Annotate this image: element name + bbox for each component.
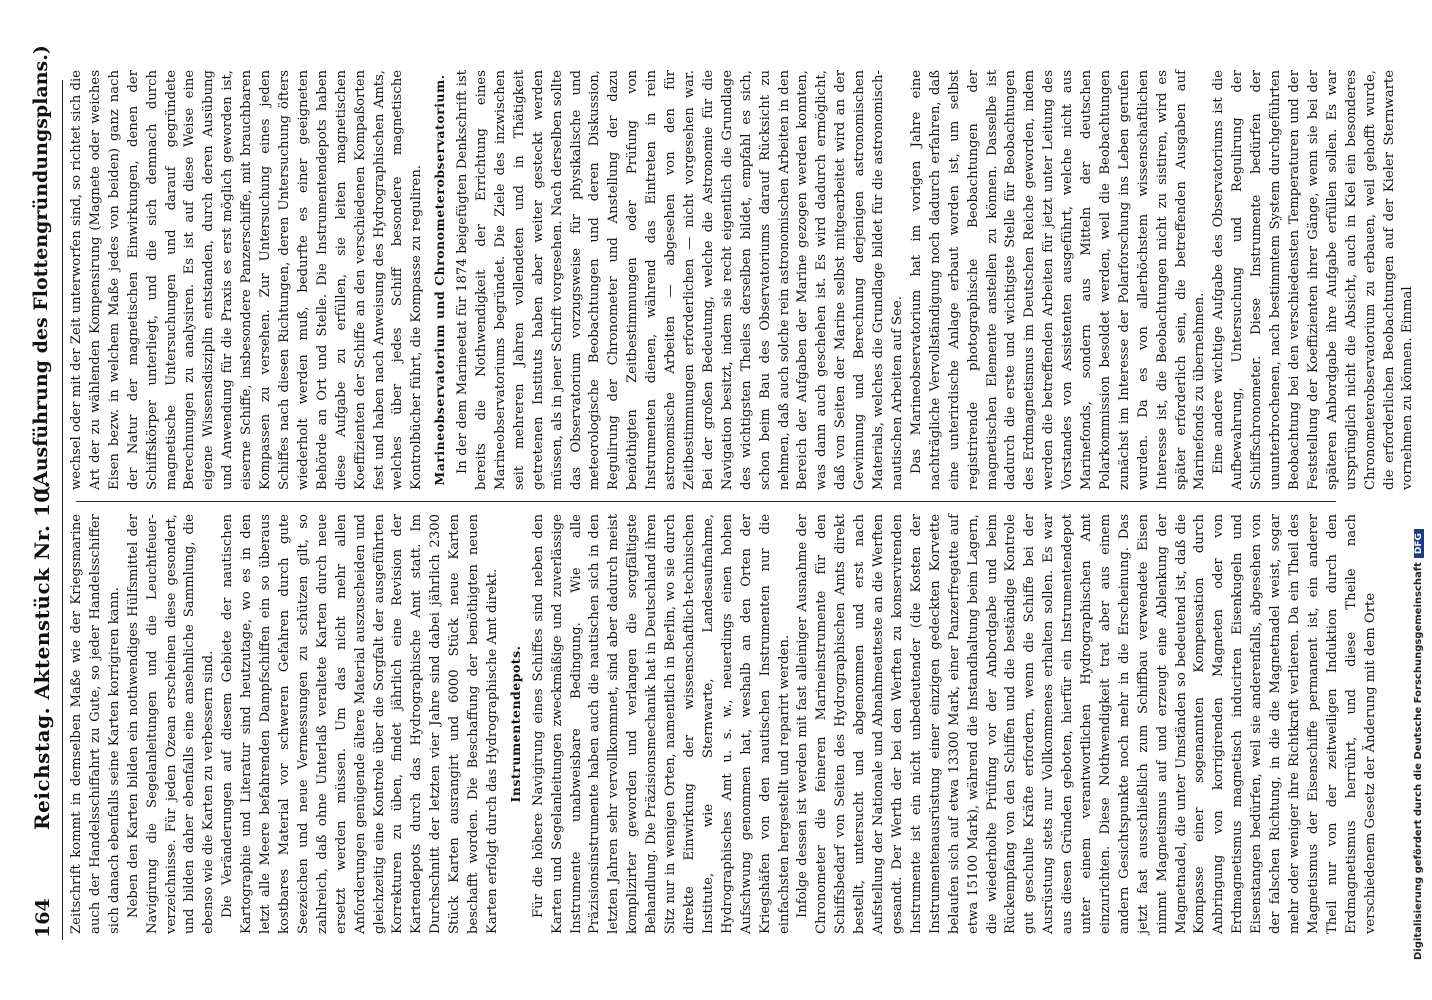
- left-column: [68, 514, 1381, 934]
- header-rule: [62, 80, 63, 940]
- paragraph: Das Marineobservatorium hat im vorigen Jahre eine nachträgliche Vervollständigung noch dadurch erfahren, daß eine unterirdische Anlage erbaut worden ist, um selbst registrirende photographische Beobachtungen der magnetischen Elemente anstellen zu können. Dasselbe ist dadurch die erste und wichtigste Stelle für Beobachtungen des Erdmagnetismus im Deutschen Reiche geworden, indem werden die betreffenden Arbeiten für jetzt unter Leitung des Vorstandes von Assistenten ausgeführt, welche nicht aus Marinefonds, sondern aus Mitteln der deutschen Polarkommission besoldet werden, weil die Beobachtungen zunächst im Interesse der Polarforschung ins Leben gerufen wurden. Da es von allerhöchstem wissenschaftlichen Interesse ist, die Beobachtungen nicht zu sistiren, wird es später erforderlich sein, die betreffenden Ausgaben auf Marinefonds zu übernehmen.: [908, 70, 1208, 490]
- paragraph: Die Veränderungen auf diesem Gebiete der nautischen Kartographie und Literatur sind heutzutage, wo es in den letzt alle Meere befahrenden Dampfschiffen ein so überaus kostbares Material vor schweren Gefahren durch gute Seezeichen und neue Vermessungen zu schützen gilt, so zahlreich, daß ohne Unterlaß veraltete Karten durch neue ersetzt werden müssen. Um das nicht mehr allen Anforderungen genügende ältere Material auszuscheiden und gleichzeitig eine Kontrole über die Sorgfalt der ausgeführten Korrekturen zu üben, findet jährlich eine Revision der Kartendepots durch das Hydrographische Amt statt. Im Durchschnitt der letzten vier Jahre sind dabei jährlich 2300 Stück Karten ausrangirt und 6000 Stück neue Karten beschafft worden. Die Beschaffung der benöthigten neuen Karten erfolgt durch das Hydrographische Amt direkt.: [220, 514, 500, 934]
- paragraph: Für die höhere Navigirung eines Schiffes sind neben den Karten und Segelanleitungen zweckmäßige und zuverlässige Instrumente unabweisbare Bedingung. Wie alle Präzisionsinstrumente haben auch die nautischen sich in den letzten Jahren sehr vervollkommnet, sind aber dadurch meist komplizirter geworden und verlangen die sorgfältigste Behandlung. Die Präzisionsmechanik hat in Deutschland ihren Sitz nur in wenigen Orten, namentlich in Berlin, wo sie durch direkte Einwirkung der wissenschaftlich-technischen Institute, wie Sternwarte, Landesaufnahme, Hydrographisches Amt u. s. w., neuerdings einen hohen Aufschwung genommen hat, weshalb an den Orten der Kriegshäfen von den nautischen Instrumenten nur die einfachsten hergestellt und reparirt werden.: [530, 514, 792, 934]
- paragraph: wechsel oder mit der Zeit unterworfen sind, so richtet sich die Art der zu wählenden Kompensirung (Magnete oder weiches Eisen bezw. in welchem Maße jedes von beiden) ganz nach der Natur der magnetischen Einwirkungen, denen der Schiffskörper unterliegt, und die sich demnach durch magnetische Untersuchungen und darauf gegründete Berechnungen zu analysiren. Es ist auf diese Weise eine eigene Wissensdisziplin entstanden, durch deren Ausübung und Anwendung für die Praxis es erst möglich geworden ist, eiserne Schiffe, insbesondere Panzerschiffe, mit brauchbaren Kompassen zu versehen. Zur Untersuchung eines jeden Schiffes nach diesen Richtungen, deren Untersuchung öfters wiederholt werden muß, bedurfte es einer geeigneten Behörde an Ort und Stelle. Die Instrumentendepots haben diese Aufgabe zu erfüllen, sie leiten magnetischen Koeffizienten der Schiffe an den verschiedenen Kompaßorten fest und haben nach Anweisung des Hydrographischen Amts, welches über jedes Schiff besondere magnetische Kontrolbücher führt, die Kompasse zu reguliren.: [69, 70, 425, 490]
- paragraph: Zeitschrift kommt in demselben Maße wie der Kriegsmarine auch der Handelsschiffahrt zu Gute, so jeder Handelsschiffer sich danach ebenfalls seine Karten korrigiren kann.: [69, 514, 122, 934]
- paragraph: Neben den Karten bilden ein nothwendiges Hülfsmittel der Navigirung die Segelanleitungen und die Leuchtfeuer-verzeichnisse. Für jeden Ozean erscheinen diese gesondert, und bilden daher ebenfalls eine ansehnliche Sammlung, die ebenso wie die Karten zu verbessern sind.: [125, 514, 217, 934]
- running-header-left: Reichstag. Aktenstück Nr. 10.: [30, 480, 54, 830]
- paragraph: Eine andere wichtige Aufgabe des Observatoriums ist die Aufbewahrung, Untersuchung und Regulirung der Schiffschronometer. Diese Instrumente bedürfen der ununterbrochenen, nach bestimmtem System durchgeführten Beobachtung bei den verschiedensten Temperaturen und der Feststellung der Koeffizienten ihrer Gänge, wenn sie bei der späteren Anbordgabe ihre Aufgabe erfüllen sollen. Es war ursprünglich nicht die Absicht, auch in Kiel ein besonderes Chronometerobservatorium zu erbauen, weil gehofft wurde, die erforderlichen Beobachtungen auf der Kieler Sternwarte vornehmen zu können. Einmal: [1211, 70, 1416, 490]
- section-heading: Instrumentendepots.: [507, 645, 523, 803]
- paragraph: Infolge dessen ist werden mit fast alleiniger Ausnahme der Chronometer die feineren Marineinstrumente für den Schiffsbedarf von Seiten des Hydrographischen Amts direkt bestellt, untersucht und abgenommen und erst nach Aufstellung der Nationale und Abnahmeatteste an die Werften gesandt. Der Werth der bei den Werften zu konservirenden Instrumente ist ein nicht unbedeutender (die Kosten der Instrumentenausrüstung einer einzigen gedeckten Korvette belaufen sich auf etwa 13300 Mark, einer Panzerfregatte auf etwa 15100 Mark), während die Instandhaltung beim Lagern, die wiederholte Prüfung vor der Anbordgabe und beim Rückempfang von den Schiffen und die beständige Kontrole gut geschulte Kräfte erfordern, wenn die Schiffe bei der Ausrüstung stets nur Vollkommenes erhalten sollen. Es war aus diesen Gründen geboten, hierfür ein Instrumentendepot unter einem verantwortlichen Hydrographischen Amt einzurichten. Diese Nothwendigkeit trat aber aus einem andern Gesichtspunkte noch mehr in die Erscheinung. Das jetzt fast ausschließlich zum Schiffbau verwendete Eisen nimmt Magnetismus auf und erzeugt eine Ablenkung der Magnetnadel, die unter Umständen so bedeutend ist, daß die Kompasse einer sogenannten Kompensation durch Anbringung von korrigirenden Magneten oder von Erdmagnetismus magnetisch inducirten Eisenkugeln und Eisenstangen bedürfen, weil sie anderenfalls, abgesehen von der falschen Richtung, in die die Magnetnadel weist, sogar mehr oder weniger ihre Richtkraft verlieren. Da ein Theil des Magnetismus der Eisenschiffe permanent ist, ein anderer Theil nur von der zeitweiligen Induktion durch den Erdmagnetismus herrührt, und diese Theile nach verschiedenem Gesetz der Änderung mit dem Orte: [795, 514, 1378, 934]
- section-heading: Marineobservatorium und Chronometerobservatorium.: [432, 74, 448, 486]
- dfg-logo: DFG: [1414, 529, 1424, 558]
- right-column: [68, 70, 1418, 490]
- digitization-credit: [1410, 40, 1428, 960]
- paragraph: In der dem Marineetat für 1874 beigefügten Denkschrift ist bereits die Nothwendigkeit der Errichtung eines Marineobservatoriums begründet. Die Ziele des inzwischen seit mehreren Jahren vollendeten und in Thätigkeit getretenen Instituts haben aber weiter gesteckt werden müssen, als in jener Schrift vorgesehen. Nach derselben sollte das Observatorium vorzugsweise für physikalische und meteorologische Beobachtungen und deren Diskussion, Regulirung der Chronometer und Anstellung der dazu benöthigten Zeitbestimmungen oder Prüfung von Instrumenten dienen, während das Eintreten in rein astronomische Arbeiten — abgesehen von den für Zeitbestimmungen erforderlichen — nicht vorgesehen war. Bei der großen Bedeutung, welche die Astronomie für die Navigation besitzt, indem sie recht eigentlich die Grundlage des wichtigsten Theiles derselben bildet, empfahl es sich, schon beim Bau des Observatoriums darauf Rücksicht zu nehmen, daß auch solche rein astronomischen Arbeiten in den Bereich der Aufgaben der Marine gezogen werden konnten, was dann auch geschehen ist. Es wird dadurch ermöglicht, daß von Seiten der Marine selbst mitgearbeitet wird an der Gewinnung und Berechnung derjenigen astronomischen Materials, welches die Grundlage bildet für die astronomisch-nautischen Arbeiten auf See.: [455, 70, 905, 490]
- credit-text: Digitalisierung gefördert durch die Deutsche Forschungsgemeinschaft: [1413, 562, 1424, 960]
- column-divider: [76, 501, 1336, 502]
- page-number: 164: [32, 898, 54, 938]
- running-header-right: (Ausführung des Flottengründungsplans.): [30, 45, 52, 495]
